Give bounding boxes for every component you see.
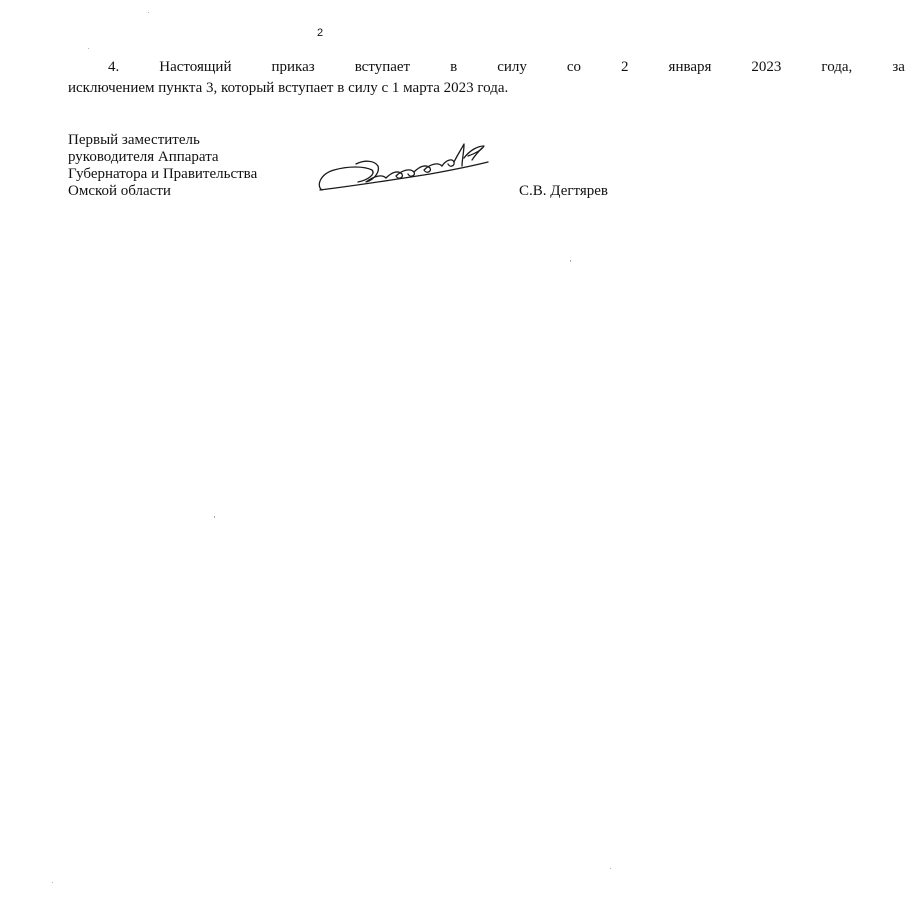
clause-word: силу [497, 59, 527, 75]
scan-speck [88, 48, 89, 49]
clause-word: года, [821, 59, 853, 75]
clause-word: 2 [621, 59, 629, 75]
scan-speck [610, 868, 611, 869]
signatory-position-line: Омской области [68, 183, 171, 199]
signatory-position-line: Губернатора и Правительства [68, 166, 258, 182]
signer-name: С.В. Дегтярев [519, 183, 608, 199]
clause-word: Настоящий [159, 59, 232, 75]
page-number: 2 [316, 27, 324, 39]
clause-line-1 [68, 57, 905, 78]
clause-word: в [450, 59, 458, 75]
clause-word: января [668, 59, 712, 75]
clause-word: вступает [354, 59, 411, 75]
clause-word: 4. [108, 59, 120, 75]
signatory-position-line: Первый заместитель [68, 132, 200, 148]
handwritten-signature [312, 136, 494, 196]
signatory-position [68, 132, 257, 200]
clause-word: со [566, 59, 582, 75]
scan-speck [52, 882, 53, 883]
scan-speck [214, 516, 215, 518]
clause-word: за [892, 59, 905, 75]
clause-paragraph [68, 57, 905, 99]
clause-word: 2023 [751, 59, 782, 75]
signatory-position-line: руководителя Аппарата [68, 149, 219, 165]
scan-speck [148, 12, 149, 13]
clause-line-2: исключением пункта 3, который вступает в силу с 1 марта 2023 года. [68, 80, 509, 96]
clause-word: приказ [271, 59, 315, 75]
scan-speck [570, 260, 571, 262]
